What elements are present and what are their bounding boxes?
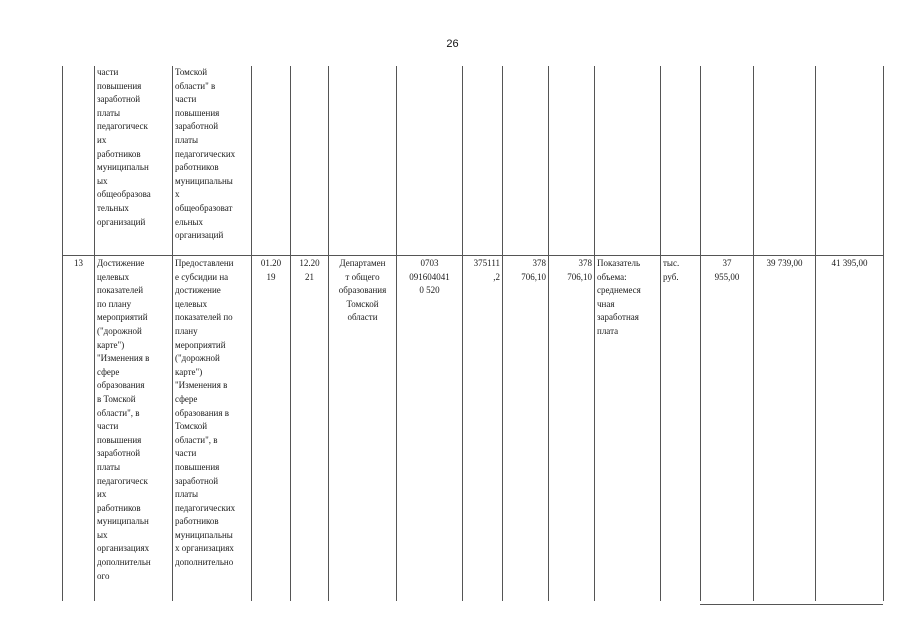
cell-indicator: Показатель объема: среднемеся чная заработная плата xyxy=(595,256,661,602)
cell-amount-2: 378 706,10 xyxy=(503,256,549,602)
cell-code: 0703 091604041 0 520 xyxy=(397,256,463,602)
table-row-continuation xyxy=(63,66,884,256)
cell-value-1: 37 955,00 xyxy=(701,256,754,602)
cell-start xyxy=(252,66,291,256)
cell-end: 12.20 21 xyxy=(291,256,329,602)
cell-amount-2 xyxy=(503,66,549,256)
cell-code xyxy=(397,66,463,256)
page-number: 26 xyxy=(446,38,459,50)
cell-amount-1: 375111 ,2 xyxy=(463,256,503,602)
cell-value-2 xyxy=(754,66,816,256)
cell-value-1 xyxy=(701,66,754,256)
cell-num: 13 xyxy=(63,256,95,602)
cell-action: Предоставлени е субсидии на достижение целевых показателей по плану мероприятий ("дорожной карте") "Изменения в сфере образования в Томской области", в части повышения заработной платы педагогических работников муниципальны х организациях дополнительно xyxy=(173,256,252,602)
cell-amount-3 xyxy=(549,66,595,256)
cell-executor: Департамен т общего образования Томской области xyxy=(329,256,397,602)
cell-unit xyxy=(661,66,701,256)
cell-start: 01.20 19 xyxy=(252,256,291,602)
cell-value-3: 41 395,00 xyxy=(816,256,884,602)
table-row-13 xyxy=(63,256,884,602)
cell-action: Томской области" в части повышения заработной платы педагогических работников муниципальны х общеобразоват ельных организаций xyxy=(173,66,252,256)
cell-goal: части повышения заработной платы педагогическ их работников муниципальн ых общеобразова тельных организаций xyxy=(95,66,173,256)
cell-value-3 xyxy=(816,66,884,256)
table-bottom-rule xyxy=(700,604,883,605)
program-activities-table xyxy=(62,66,884,601)
cell-value-2: 39 739,00 xyxy=(754,256,816,602)
cell-indicator xyxy=(595,66,661,256)
cell-amount-1 xyxy=(463,66,503,256)
cell-unit: тыс. руб. xyxy=(661,256,701,602)
cell-num xyxy=(63,66,95,256)
cell-end xyxy=(291,66,329,256)
cell-goal: Достижение целевых показателей по плану мероприятий ("дорожной карте") "Изменения в сфере образования в Томской области", в части повышения заработной платы педагогическ их работников муниципальн ых организациях дополнительн ого xyxy=(95,256,173,602)
cell-amount-3: 378 706,10 xyxy=(549,256,595,602)
cell-executor xyxy=(329,66,397,256)
